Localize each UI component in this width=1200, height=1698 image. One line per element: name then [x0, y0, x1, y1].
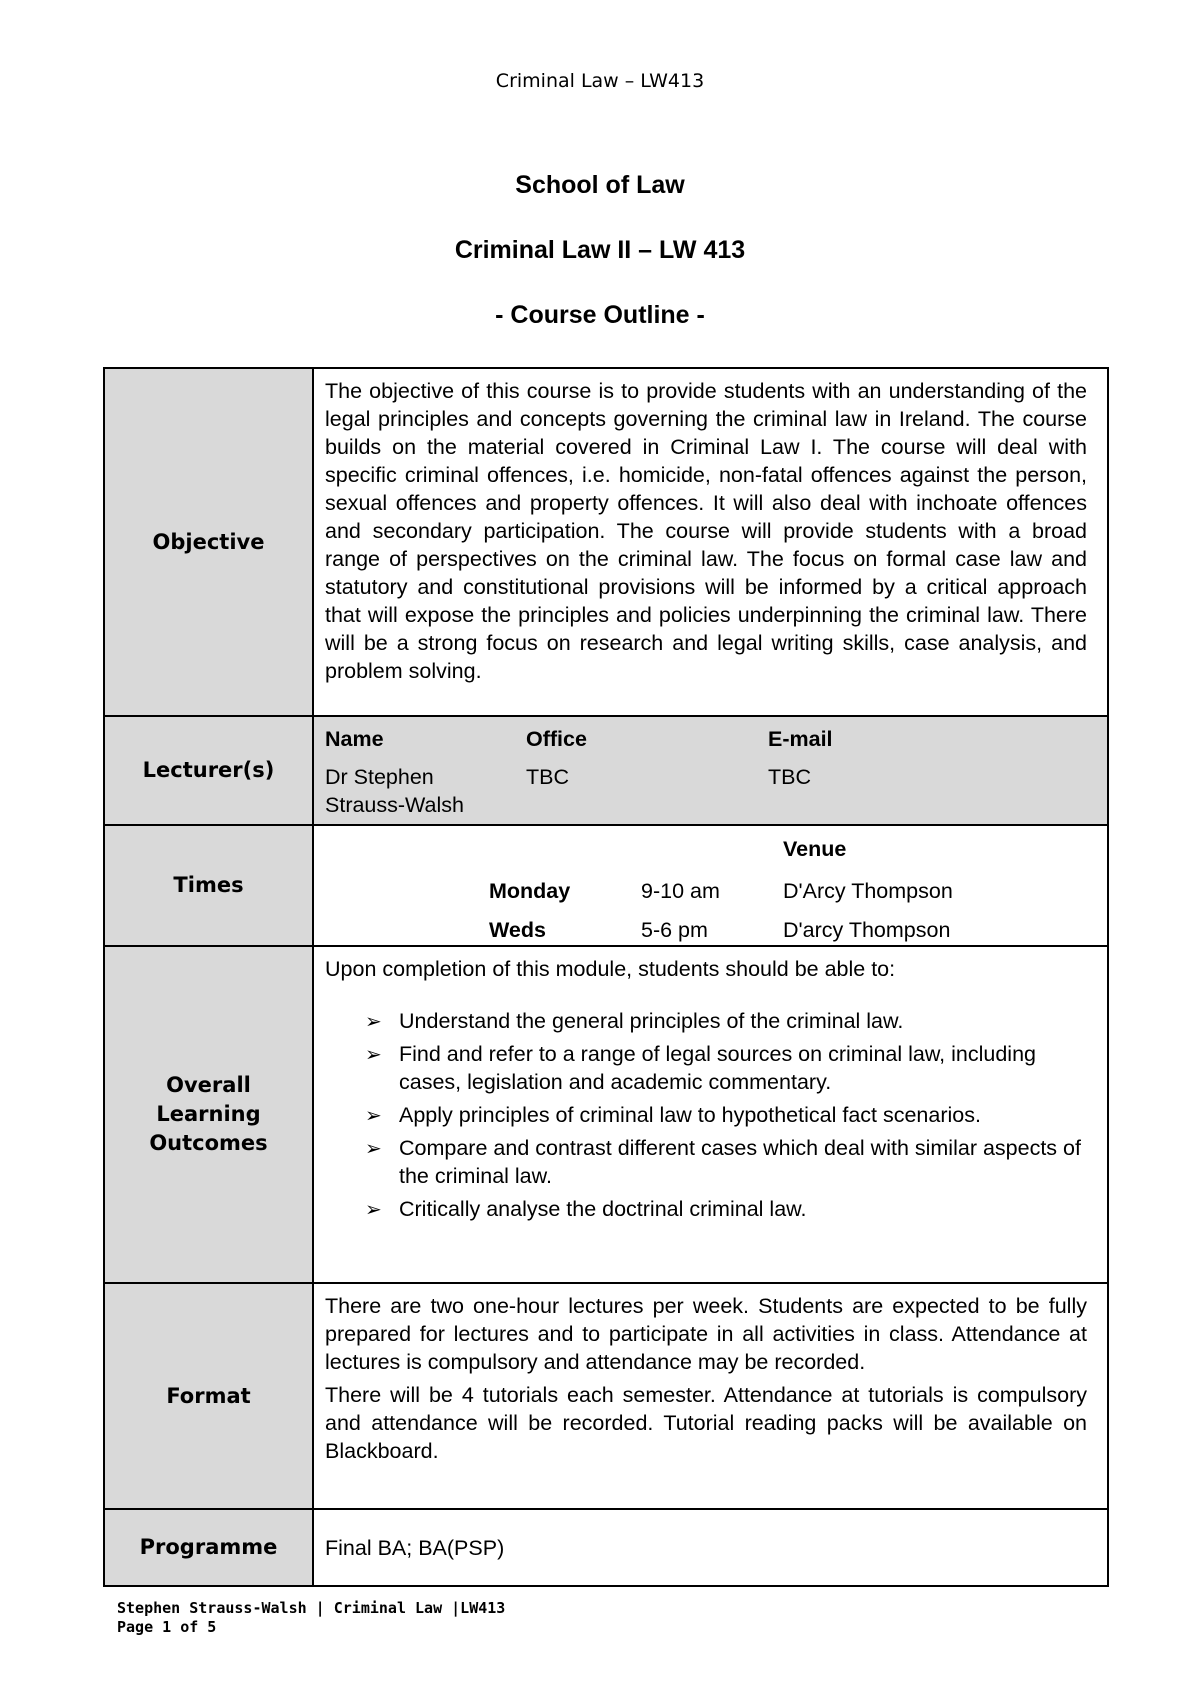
programme-value: Final BA; BA(PSP): [313, 1509, 1108, 1586]
arrowhead-bullet-icon: ➢: [365, 1042, 382, 1066]
running-header: Criminal Law – LW413: [495, 70, 705, 92]
outcome-text: Understand the general principles of the criminal law.: [399, 1009, 904, 1033]
arrowhead-bullet-icon: ➢: [365, 1197, 382, 1221]
outcomes-intro: Upon completion of this module, students should be able to:: [325, 957, 896, 981]
outcomes-cell: [313, 946, 1108, 1283]
programme-label: Programme: [104, 1509, 313, 1586]
lecturer-office-header: Office: [526, 727, 587, 751]
objective-text: The objective of this course is to provide students with an understanding of the legal principles and concepts governing the criminal law in Ireland. The course builds on the material covered in Criminal Law I. The course will deal with specific criminal offences, i.e. homicide, non-fatal offences against the person, sexual offences and property offences. It will also deal with inchoate offences and secondary participation. The course will provide students with a broad range of perspectives on the criminal law. The focus on formal case law and statutory and constitutional provisions will be informed by a critical approach that will expose the principles and policies underpinning the criminal law. There will be a strong focus on research and legal writing skills, case analysis, and problem solving.: [313, 368, 1108, 716]
course-title: Criminal Law II – LW 413: [454, 236, 746, 264]
programme-row: [104, 1509, 1108, 1586]
times-time: 5-6 pm: [641, 918, 708, 942]
lecturer-email: TBC: [768, 765, 811, 789]
lecturers-cell: [313, 716, 1108, 825]
times-label: Times: [104, 825, 313, 946]
outline-title: - Course Outline -: [495, 301, 705, 329]
format-cell: [313, 1283, 1108, 1509]
list-item: [365, 1195, 1087, 1223]
outcomes-row: [104, 946, 1108, 1283]
arrowhead-bullet-icon: ➢: [365, 1136, 382, 1160]
objective-row: [104, 368, 1108, 716]
format-para-2: There will be 4 tutorials each semester. Attendance at tutorials is compulsory and attendance will be recorded. Tutorial reading packs will be available on Blackboard.: [325, 1383, 1087, 1463]
arrowhead-bullet-icon: ➢: [365, 1103, 382, 1127]
format-label: Format: [104, 1283, 313, 1509]
venue-header: Venue: [783, 837, 847, 861]
outcome-text: Critically analyse the doctrinal criminal law.: [399, 1197, 807, 1221]
lecturer-office: TBC: [526, 765, 569, 789]
lecturers-label: Lecturer(s): [104, 716, 313, 825]
times-grid: [314, 826, 1107, 942]
times-cell: [313, 825, 1108, 946]
times-venue: D'Arcy Thompson: [783, 879, 953, 903]
outcomes-label: Overall Learning Outcomes: [104, 946, 313, 1283]
format-row: [104, 1283, 1108, 1509]
outcome-text: Apply principles of criminal law to hypothetical fact scenarios.: [399, 1103, 981, 1127]
times-day: Monday: [489, 879, 571, 903]
times-row: [104, 825, 1108, 946]
outcome-text: Find and refer to a range of legal sources on criminal law, including cases, legislation and academic commentary.: [399, 1042, 1036, 1094]
outcomes-list: [325, 1007, 1087, 1223]
footer-page-number: Page 1 of 5: [117, 1618, 217, 1636]
outcome-text: Compare and contrast different cases which deal with similar aspects of the criminal law.: [399, 1136, 1081, 1188]
arrowhead-bullet-icon: ➢: [365, 1009, 382, 1033]
list-item: [365, 1007, 1087, 1035]
lecturers-grid: [325, 725, 1087, 819]
objective-label: Objective: [104, 368, 313, 716]
lecturers-row: [104, 716, 1108, 825]
list-item: [365, 1040, 1087, 1096]
list-item: [365, 1101, 1087, 1129]
times-day: Weds: [489, 918, 546, 942]
lecturer-name: Dr Stephen Strauss-Walsh: [325, 765, 464, 817]
lecturer-email-header: E-mail: [768, 727, 833, 751]
times-venue: D'arcy Thompson: [783, 918, 951, 942]
format-para-1: There are two one-hour lectures per week. Students are expected to be fully prepared for lectures and to participate in all activities in class. Attendance at lectures is compulsory and attendance may be recorded.: [325, 1294, 1087, 1374]
course-outline-table: [103, 367, 1109, 1587]
lecturer-name-header: Name: [325, 727, 384, 751]
times-time: 9-10 am: [641, 879, 720, 903]
list-item: [365, 1134, 1087, 1190]
school-title: School of Law: [515, 171, 685, 199]
page-footer: [117, 1599, 505, 1637]
footer-author-course: Stephen Strauss-Walsh | Criminal Law |LW413: [117, 1599, 506, 1617]
